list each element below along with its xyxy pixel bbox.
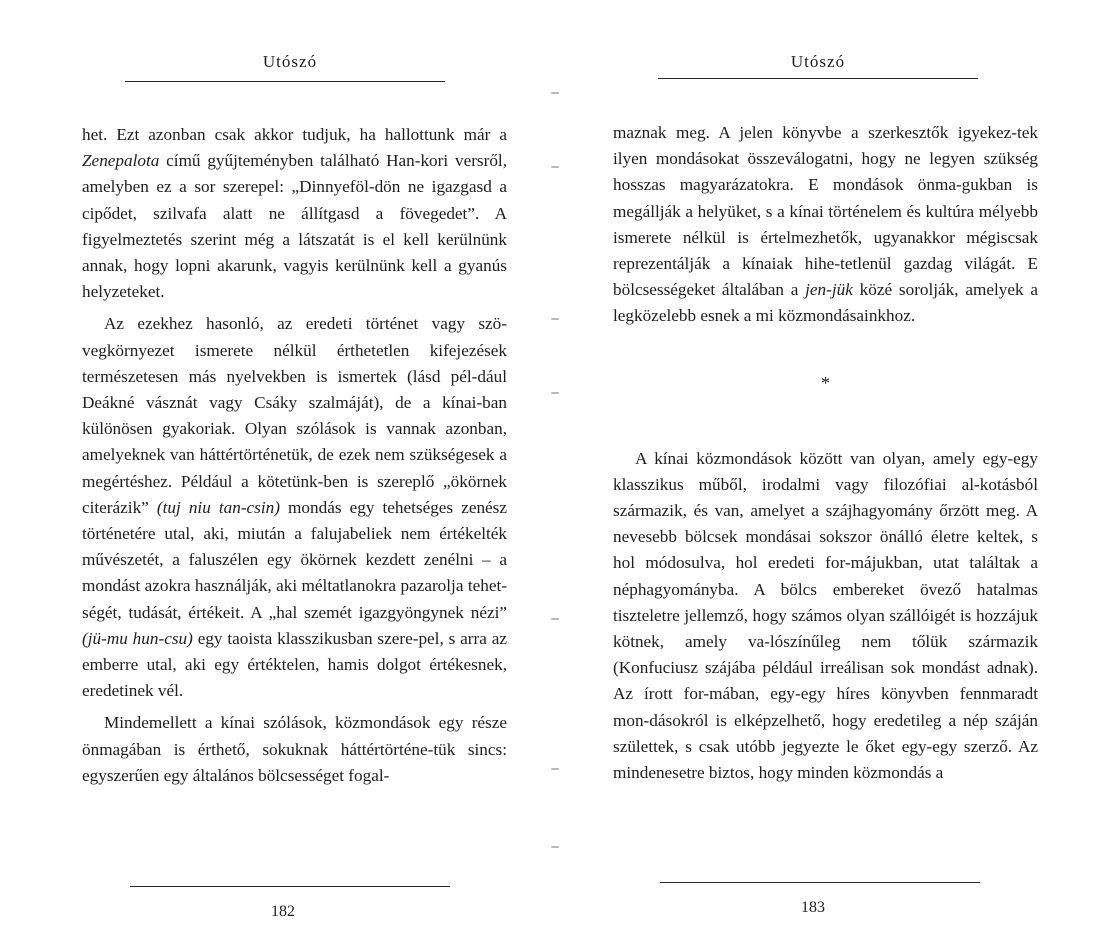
right-body-before — [613, 120, 1038, 330]
gutter-speck — [551, 166, 559, 168]
text-run: maznak meg. A jelen könyvbe a szerkesztők igyekez-tek ilyen mondásokat összeválogatni, hogy ne legyen szükség hosszas magyarázatokra. E mondások önma-gukban is megállják a helyüket, s a kínai történelem és kultúra mélyebb ismerete nélkül is értelmezhetők, ugyanakkor mégiscsak reprezentálják a kínaiak hihe-tetlenül gazdag világát. E bölcsességeket általában a — [613, 123, 1038, 300]
paragraph — [82, 311, 507, 704]
running-head-right: Utószó — [790, 52, 846, 71]
right-body-after — [613, 446, 1038, 787]
paragraph — [613, 446, 1038, 787]
left-body-text — [82, 122, 507, 789]
text-run: Az ezekhez hasonló, az eredeti történet vagy szö-vegkörnyezet ismerete nélkül érthetetlen kifejezések természetesen más nyelvekben is ismertek (lásd pél-dául Deákné vásznát vagy Csáky szalmáját), de a kínai-ban különösen gyakoriak. Olyan szólások is vannak azonban, amelyeknek van háttértörténetük, de ezek nem szükségesek a megértéshez. Például a kötetünk-ben is szereplő „ökörnek citerázik” — [82, 314, 507, 517]
italic-term: (tuj niu tan-csin) — [156, 497, 280, 517]
footer-rule-left — [130, 886, 450, 887]
header-rule-right — [658, 78, 978, 79]
gutter-speck — [551, 846, 559, 848]
paragraph — [613, 120, 1038, 330]
footer-rule-right — [660, 882, 980, 883]
text-run: mondás egy tehetséges zenész történetére utal, aki, miután a falujabeliek nem értékelték művészetét, a faluszélen egy ökörnek kezdett zenélni – a mondást azokra használják, aki méltatlanokra pazarolja tehet-ségét, tudását, értékeit. A „hal szemét igazgyöngynek nézi” — [82, 497, 507, 622]
italic-term: Zenepalota — [82, 151, 160, 171]
gutter-speck — [551, 92, 559, 94]
page-number-right: 183 — [801, 899, 825, 916]
gutter-speck — [551, 318, 559, 320]
text-run: Mindemellett a kínai szólások, közmondások egy része önmagában is érthető, sokuknak háttértörténe-tük sincs: egyszerűen egy általános bölcsességet fogal- — [82, 713, 507, 785]
text-run: A kínai közmondások között van olyan, amely egy-egy klasszikus műből, irodalmi vagy filozófiai al-kotásból származik, és van, amelyet a szájhagyomány őrzött meg. A nevesebb bölcsek mondásai sokszor önálló életre keltek, s hol módosulva, hol eredeti for-májukban, utat találtak a néphagyományba. A bölcs embereket övező hatalmas tiszteletre jellemző, hogy számos olyan szállóigét is hozzájuk kötnek, amely va-lószínűleg nem tőlük származik (Konfuciusz szájába például irreálisan sok mondást adnak). Az írott for-mában, egy-egy híres könyvben fennmaradt mon-dásokról is elképzelhető, hogy eredetileg a nép száján születtek, s csak utóbb jegyezte le őket egy-egy szerző. Az mindenesetre biztos, hogy minden közmondás a — [613, 448, 1038, 783]
paragraph — [82, 710, 507, 789]
text-run: című gyűjteményben található Han-kori versről, amelyben ez a sor szerepel: „Dinnyeföl-dön ne igazgasd a cipődet, szilvafa alatt ne állítgasd a fövegedet”. A figyelmeztetés szerint még a látszatát is el kell kerülnünk annak, hogy lopni akarunk, vagyis kerülnünk kell a gyanús helyzeteket. — [82, 151, 507, 302]
page-number-left: 182 — [271, 903, 295, 920]
gutter-speck — [551, 618, 559, 620]
text-run: közé sorolják, amelyek a legközelebb esnek a mi közmondásainkhoz. — [613, 280, 1038, 326]
right-body-text — [613, 120, 1038, 786]
section-asterism: * — [821, 372, 830, 393]
paragraph — [82, 122, 507, 305]
text-run: egy taoista klasszikusban szere-pel, s arra az emberre utal, aki egy értéktelen, hamis dolgot értékesnek, eredetinek vél. — [82, 628, 507, 701]
header-rule-left — [125, 81, 445, 82]
italic-term: jen-jük — [805, 280, 853, 300]
italic-term: (jü-mu hun-csu) — [82, 628, 193, 648]
gutter-speck — [551, 768, 559, 770]
gutter-speck — [551, 392, 559, 394]
text-run: het. Ezt azonban csak akkor tudjuk, ha hallottunk már a — [82, 125, 507, 144]
running-head-left: Utószó — [262, 52, 318, 71]
right-page — [553, 0, 1106, 945]
